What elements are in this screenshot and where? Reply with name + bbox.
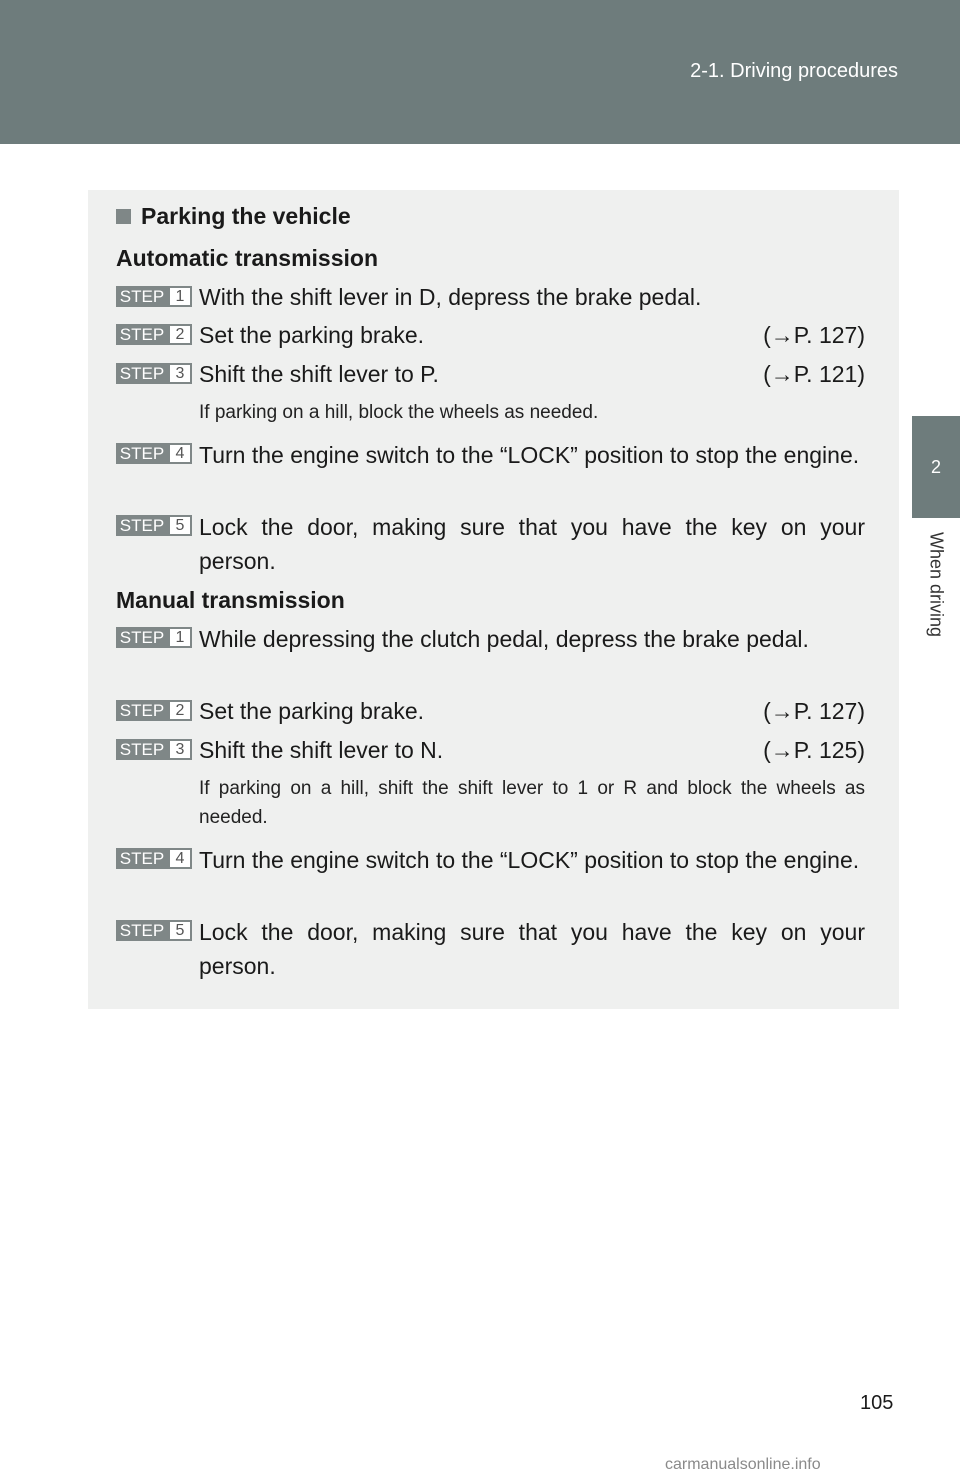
- page-reference-link[interactable]: (→P. 121): [763, 361, 865, 387]
- step-badge: STEP 1: [116, 627, 192, 648]
- chapter-title: 2-1. Driving procedures: [690, 60, 898, 82]
- step-text: Lock the door, making sure that you have the key on your person.: [199, 919, 865, 979]
- page-reference-link[interactable]: (→P. 125): [763, 737, 865, 763]
- step-badge: STEP 4: [116, 443, 192, 464]
- chapter-tab-text: When driving: [926, 532, 947, 638]
- automatic-heading: Automatic transmission: [116, 245, 378, 271]
- step-text: Turn the engine switch to the “LOCK” position to stop the engine.: [199, 442, 860, 468]
- section-heading: [116, 203, 865, 230]
- section-title: Parking the vehicle: [141, 203, 351, 229]
- manual-heading: Manual transmission: [116, 587, 345, 613]
- step-text: Set the parking brake. (→P. 127): [199, 694, 865, 728]
- step-text: Set the parking brake. (→P. 127): [199, 318, 865, 352]
- chapter-tab-label: [912, 518, 960, 678]
- square-bullet-icon: [116, 209, 131, 224]
- watermark: carmanualsonline.info: [665, 1456, 821, 1473]
- page-reference-link[interactable]: (→P. 127): [763, 698, 865, 724]
- step-text: Shift the shift lever to P. (→P. 121): [199, 357, 865, 391]
- step-text: Lock the door, making sure that you have the key on your person.: [199, 514, 865, 574]
- step-text: With the shift lever in D, depress the brake pedal.: [199, 284, 702, 310]
- chapter-tab-number[interactable]: 2: [912, 416, 960, 518]
- step-text: While depressing the clutch pedal, depress the brake pedal.: [199, 626, 809, 652]
- note-text: If parking on a hill, shift the shift lever to 1 or R and block the wheels as needed.: [199, 778, 865, 828]
- step-badge: STEP 3: [116, 363, 192, 384]
- step-badge: STEP 4: [116, 848, 192, 869]
- step-badge: STEP 2: [116, 324, 192, 345]
- page-reference-link[interactable]: (→P. 127): [763, 322, 865, 348]
- page-number: 105: [860, 1392, 894, 1414]
- step-badge: STEP 5: [116, 515, 192, 536]
- note-text: If parking on a hill, block the wheels as needed.: [199, 402, 599, 423]
- step-text: Turn the engine switch to the “LOCK” position to stop the engine.: [199, 847, 860, 873]
- step-badge: STEP 2: [116, 700, 192, 721]
- step-badge: STEP 1: [116, 286, 192, 307]
- step-badge: STEP 5: [116, 920, 192, 941]
- step-text: Shift the shift lever to N. (→P. 125): [199, 733, 865, 767]
- step-badge: STEP 3: [116, 739, 192, 760]
- page-header: [0, 0, 960, 144]
